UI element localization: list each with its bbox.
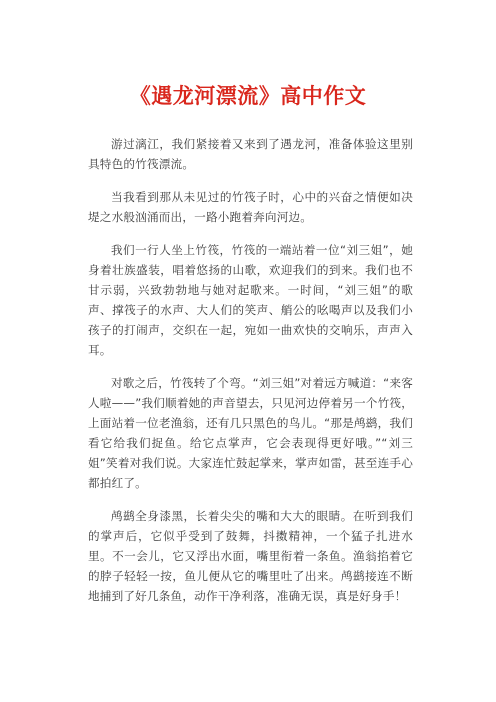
- paragraph-3: 我们一行人坐上竹筏，竹筏的一端站着一位“刘三姐”，她身着壮族盛装，唱着悠扬的山歌，欢迎我们的到来。我们也不甘示弱，兴致勃勃地与她对起歌来。一时间，“刘三姐”的歌声、撑筏子的水声、大人们的笑声、艄公的吆喝声以及我们小孩子的打闹声，交织在一起，宛如一曲欢快的交响乐，声声入耳。: [88, 243, 413, 357]
- paragraph-1: 游过漓江，我们紧接着又来到了遇龙河，准备体验这里别具特色的竹筏漂流。: [88, 137, 413, 171]
- page-title: 《遇龙河漂流》高中作文: [129, 84, 367, 108]
- article-body: [88, 134, 413, 619]
- paragraph-4: 对歌之后，竹筏转了个弯。“刘三姐”对着远方喊道：“来客人啦——”我们顺着她的声音望去，只见河边停着另一个竹筏，上面站着一位老渔翁，还有几只黑色的鸟儿。“那是鸬鹚，我们看它给我们捉鱼。给它点掌声，它会表现得更好哦。”“刘三姐”笑着对我们说。大家连忙鼓起掌来，掌声如雷，甚至连手心都拍红了。: [88, 376, 413, 490]
- paragraph-5: 鸬鹚全身漆黑，长着尖尖的嘴和大大的眼睛。在听到我们的掌声后，它似乎受到了鼓舞，抖擞精神，一个猛子扎进水里。不一会儿，它又浮出水面，嘴里衔着一条鱼。渔翁掐着它的脖子轻轻一按，鱼儿便从它的嘴里吐了出来。鸬鹚接连不断地捕到了好几条鱼，动作干净利落，准确无误，真是好身手！: [88, 509, 413, 603]
- paragraph-2: 当我看到那从未见过的竹筏子时，心中的兴奋之情便如决堤之水般汹涌而出，一路小跑着奔向河边。: [88, 190, 413, 224]
